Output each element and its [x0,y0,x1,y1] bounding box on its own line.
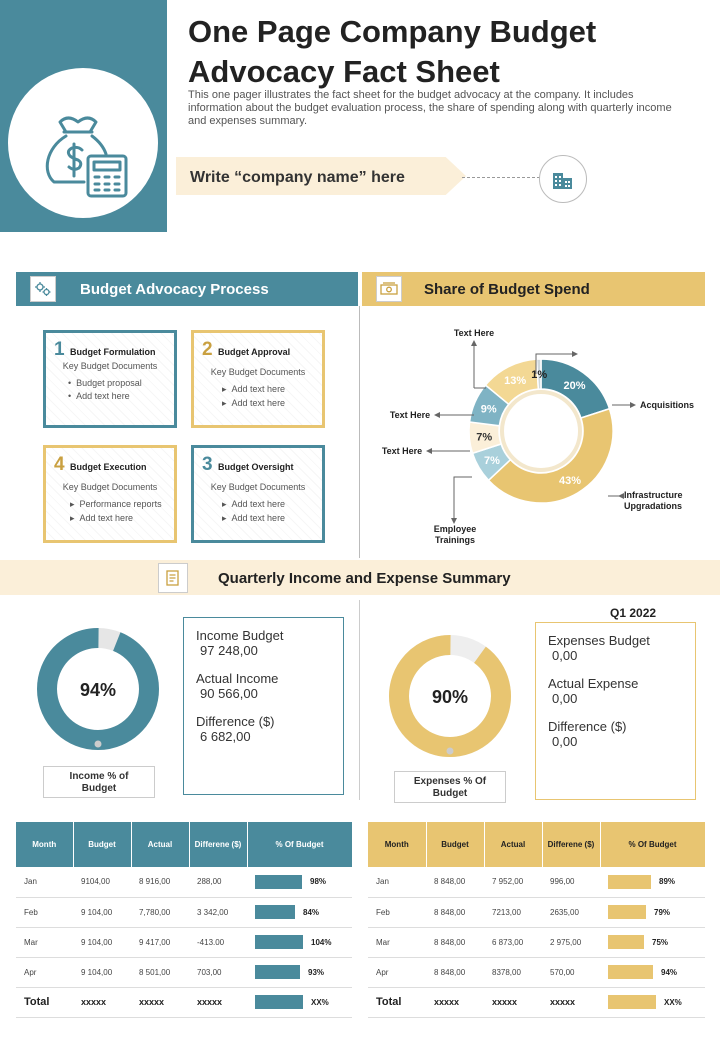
label-employee-wrap [420,524,490,554]
total-pct [600,987,705,1017]
step-number: 4 [54,454,65,475]
cell-actual: 7,780,00 [131,897,189,927]
quarterly-divider [359,600,360,800]
step-item: Budget proposal [76,378,142,388]
title-line-2: Advocacy Fact Sheet [188,54,500,89]
pct-value: 79% [654,907,671,917]
step-number: 1 [54,339,65,360]
actual-income-label: Actual Income [196,671,279,686]
budget-advocacy-process-header [16,272,358,306]
expense-caption [394,771,506,803]
total-actual: xxxxx [131,987,189,1017]
cell-month: Jan [368,867,426,897]
money-icon [376,276,402,302]
cell-diff: 703,00 [189,957,247,987]
title-line-1: One Page Company Budget [188,14,597,49]
cell-pct [247,867,352,897]
expense-summary-box [535,622,696,800]
pct-bar [608,935,644,949]
section-divider [359,306,360,558]
pct-value: 94% [661,967,678,977]
table-row [16,957,352,987]
table-row [16,897,352,927]
step-item: Add text here [231,499,286,509]
expense-diff-label: Difference ($) [548,719,627,734]
company-connector-line [462,177,540,178]
cell-actual: 8 916,00 [131,867,189,897]
donut-slice-label: 43% [558,475,582,488]
pct-value: 93% [308,967,325,977]
cell-actual: 6 873,00 [484,927,542,957]
label-acquisitions: Acquisitions [640,400,695,410]
income-gauge-label: 94% [79,680,117,700]
table-row [368,867,705,897]
cell-budget: 8 848,00 [426,897,484,927]
income-caption [43,766,155,798]
step-title: Budget Approval [218,347,291,357]
pct-bar [608,875,651,889]
actual-expense-value: 0,00 [552,691,578,706]
cell-diff: 996,00 [542,867,600,897]
total-label: Total [16,987,73,1017]
cell-actual: 9 417,00 [131,927,189,957]
cell-pct [600,927,705,957]
budget-advocacy-process-title: Budget Advocacy Process [80,280,269,298]
pct-value: XX% [664,997,682,1007]
cell-diff: 2 975,00 [542,927,600,957]
table-row [368,897,705,927]
cell-diff: 570,00 [542,957,600,987]
leader-line-employee [454,477,472,518]
total-pct [247,987,352,1017]
process-step-oversight: 3 Budget Oversight Key Budget Documents ▸ Add text here ▸ Add text here [191,445,325,543]
step-title: Budget Execution [70,462,147,472]
cell-month: Mar [368,927,426,957]
share-of-budget-spend-header [362,272,705,306]
expense-col-month: Month [368,822,426,867]
cell-diff: 2635,00 [542,897,600,927]
step-subtitle: Key Budget Documents [62,482,158,492]
pct-bar [255,905,295,919]
cell-actual: 8 501,00 [131,957,189,987]
income-col-actual: Actual [131,822,189,867]
total-row [368,987,705,1017]
label-infra-wrap [624,490,704,520]
expense-caption-text: Expenses % Of Budget [413,776,487,799]
pct-bar [255,965,300,979]
table-row [368,927,705,957]
donut-slice-label: 7% [483,455,500,468]
page-description: This one pager illustrates the fact sheet for the budget advocacy at the company. It includes information about the budget evaluation process, the share of spending along with quarterly income and expenses summary. [188,89,672,127]
process-step-formulation: 1 Budget Formulation Key Budget Documents • Budget proposal • Add text here [43,330,177,428]
step-item: Add text here [231,384,286,394]
income-caption-text: Income % of Budget [69,771,129,794]
step-subtitle: Key Budget Documents [62,361,158,371]
total-budget: xxxxx [73,987,131,1017]
label-employee: Employee Trainings [433,524,477,545]
income-col-budget: Budget [73,822,131,867]
cell-pct [247,957,352,987]
income-diff-label: Difference ($) [196,714,275,729]
cell-month: Feb [368,897,426,927]
donut-slice-label: 20% [563,379,586,392]
cell-diff: -413.00 [189,927,247,957]
cell-budget: 8 848,00 [426,867,484,897]
label-text-left2: Text Here [381,446,423,456]
cell-budget: 8 848,00 [426,927,484,957]
expense-budget-label: Expenses Budget [548,633,650,648]
pct-bar [608,905,646,919]
cell-actual: 8378,00 [484,957,542,987]
actual-income-value: 90 566,00 [200,686,258,701]
money-bag-calculator-icon [8,68,158,218]
expense-gauge-label: 90% [431,687,469,707]
step-subtitle: Key Budget Documents [210,367,306,377]
step-item: Add text here [231,398,286,408]
income-diff-value: 6 682,00 [200,729,251,744]
step-number: 2 [202,339,213,360]
budget-spend-donut-chart [362,306,720,556]
income-gauge [35,626,161,752]
cell-pct [247,927,352,957]
share-of-budget-spend-title: Share of Budget Spend [424,280,590,298]
donut-slice-label: 7% [476,431,493,444]
cell-budget: 9 104,00 [73,897,131,927]
pct-bar [255,875,302,889]
quarterly-summary-title: Quarterly Income and Expense Summary [218,570,511,587]
pct-bar [255,935,303,949]
expense-col-diff: Differene ($) [542,822,600,867]
document-icon [158,563,188,593]
step-item: Performance reports [79,499,162,509]
total-diff: xxxxx [542,987,600,1017]
donut-slice-label: 13% [504,375,527,388]
cell-pct [247,897,352,927]
pct-value: 84% [303,907,320,917]
income-budget-value: 97 248,00 [200,643,258,658]
cell-pct [600,897,705,927]
expense-col-actual: Actual [484,822,542,867]
cell-budget: 9 104,00 [73,957,131,987]
pct-bar [608,965,653,979]
cell-month: Apr [16,957,73,987]
cell-diff: 3 342,00 [189,897,247,927]
income-budget-label: Income Budget [196,628,284,643]
step-item: Add text here [79,513,134,523]
expense-gauge [387,633,513,759]
expense-col-pct: % Of Budget [600,822,705,867]
expense-budget-value: 0,00 [552,648,578,663]
period-label: Q1 2022 [610,606,657,620]
step-item: Add text here [231,513,286,523]
label-text-top: Text Here [453,328,495,338]
actual-expense-label: Actual Expense [548,676,639,691]
donut-hole [502,392,580,470]
total-actual: xxxxx [484,987,542,1017]
step-number: 3 [202,454,213,475]
cell-month: Mar [16,927,73,957]
table-row [368,957,705,987]
building-icon [551,167,575,191]
cell-budget: 9 104,00 [73,927,131,957]
total-budget: xxxxx [426,987,484,1017]
gears-icon [30,276,56,302]
pct-bar [255,995,303,1009]
pct-value: 75% [652,937,669,947]
total-label: Total [368,987,426,1017]
total-diff: xxxxx [189,987,247,1017]
donut-slice-label: 9% [480,403,497,416]
cell-diff: 288,00 [189,867,247,897]
pct-value: 89% [659,877,676,887]
pct-value: XX% [311,997,329,1007]
label-text-left1: Text Here [389,410,431,420]
pct-bar [608,995,656,1009]
cell-month: Jan [16,867,73,897]
logo-circle [2,62,164,224]
page-title [188,12,708,92]
cell-month: Apr [368,957,426,987]
label-infra: Infrastructure Upgradations [624,490,683,511]
total-row [16,987,352,1017]
process-step-execution: 4 Budget Execution Key Budget Documents ▸ Performance reports ▸ Add text here [43,445,177,543]
expense-table [368,822,706,1018]
pct-value: 98% [310,877,327,887]
building-icon-circle [539,155,587,203]
expense-diff-value: 0,00 [552,734,578,749]
step-subtitle: Key Budget Documents [210,482,306,492]
cell-actual: 7213,00 [484,897,542,927]
cell-month: Feb [16,897,73,927]
cell-actual: 7 952,00 [484,867,542,897]
income-col-pct: % Of Budget [247,822,352,867]
process-step-approval: 2 Budget Approval Key Budget Documents ▸ Add text here ▸ Add text here [191,330,325,428]
step-item: Add text here [76,391,130,401]
step-title: Budget Formulation [70,347,156,357]
cell-budget: 8 848,00 [426,957,484,987]
table-row [16,867,352,897]
expense-col-budget: Budget [426,822,484,867]
income-col-month: Month [16,822,73,867]
income-summary-box [183,617,344,795]
cell-pct [600,867,705,897]
income-col-diff: Differene ($) [189,822,247,867]
cell-pct [600,957,705,987]
table-row [16,927,352,957]
income-table [16,822,353,1018]
company-name-placeholder: Write “company name” here [190,169,405,186]
step-title: Budget Oversight [218,462,294,472]
cell-budget: 9104,00 [73,867,131,897]
donut-slice-label: 1% [531,369,548,382]
pct-value: 104% [311,937,332,947]
